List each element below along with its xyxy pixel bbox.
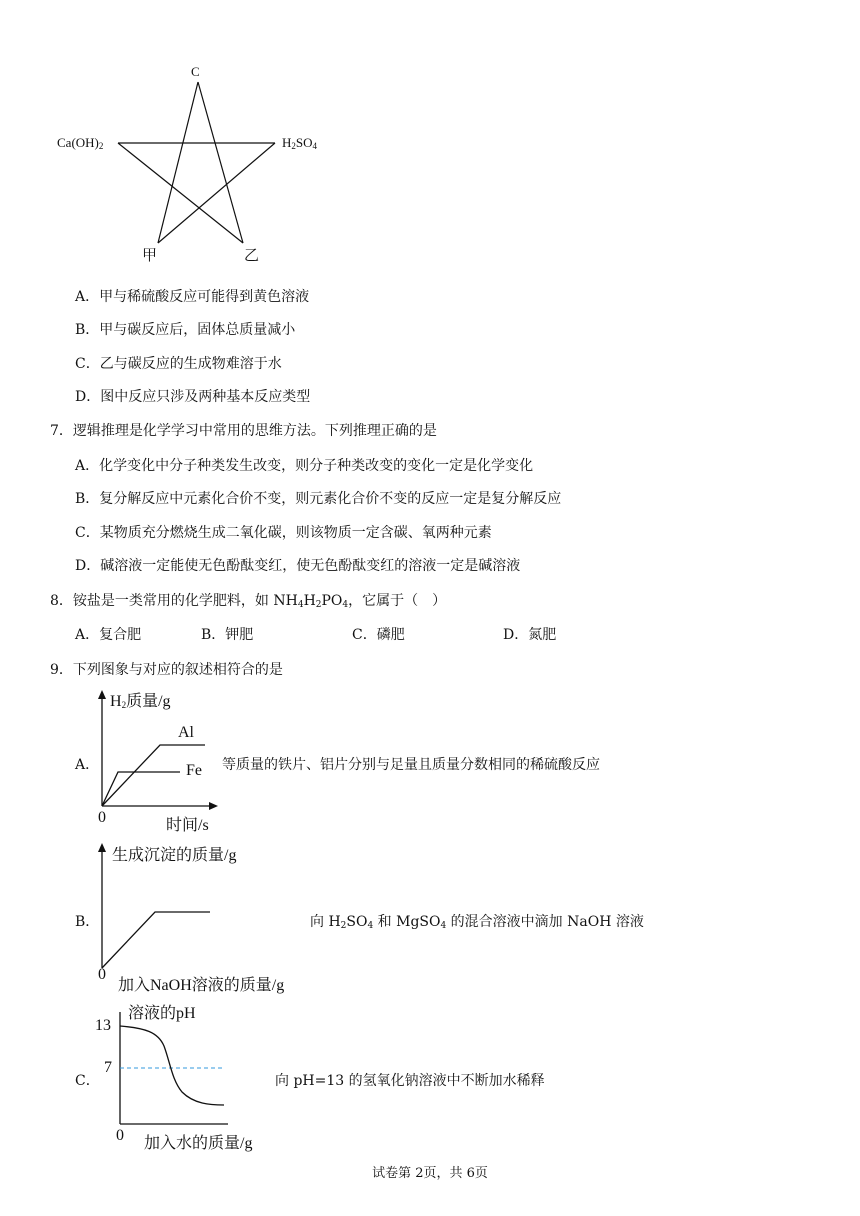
q7-option-a: A．化学变化中分子种类发生改变，则分子种类改变的变化一定是化学变化	[75, 458, 534, 474]
star-line-ca-yi	[118, 143, 243, 243]
star-node-yi: 乙	[244, 246, 260, 264]
q9-a-description: 等质量的铁片、铝片分别与足量且质量分数相同的稀硫酸反应	[222, 757, 600, 773]
q6-option-d: D．图中反应只涉及两种基本反应类型	[75, 389, 311, 405]
q6-option-b: B．甲与碳反应后，固体总质量减小	[75, 322, 296, 338]
q7-option-d: D．碱溶液一定能使无色酚酞变红，使无色酚酞变红的溶液一定是碱溶液	[75, 558, 521, 574]
q7-option-b: B．复分解反应中元素化合价不变，则元素化合价不变的反应一定是复分解反应	[75, 491, 562, 507]
q9-c-description: 向 pH=13 的氢氧化钠溶液中不断加水稀释	[275, 1073, 545, 1089]
q9-a-series-fe	[102, 772, 180, 806]
page-footer: 试卷第 2页，共 6页	[372, 1166, 488, 1181]
star-node-caoh2: $Ca(OH)_2$	[57, 135, 104, 151]
q9-b-description: 向 $H_2SO_4$ 和 MgSO$_4$ 的混合溶液中滴加 NaOH 溶液	[310, 914, 644, 931]
q9-b-ylabel: 生成沉淀的质量/g	[112, 847, 237, 864]
q9-a-series-label-al: Al	[178, 724, 194, 741]
q9-c-tick-7: 7	[104, 1059, 112, 1076]
q9-a-letter: A．	[75, 757, 100, 773]
q8-stem: 8．铵盐是一类常用的化学肥料，如 $NH_4H_2PO_4$，它属于（ ）	[50, 593, 447, 610]
star-line-c-jia	[158, 82, 198, 243]
star-node-jia: 甲	[142, 246, 158, 264]
q9-b-series	[102, 912, 210, 968]
q9-c-letter: C．	[75, 1073, 100, 1089]
q9-c-tick-13: 13	[95, 1017, 111, 1034]
q6-option-c: C．乙与碳反应的生成物难溶于水	[75, 356, 282, 372]
q9-stem: 9．下列图象与对应的叙述相符合的是	[50, 662, 283, 678]
q9-c-series	[120, 1026, 224, 1105]
q8-option-a: A．复合肥	[75, 627, 142, 643]
q8-option-b: B．钾肥	[201, 627, 254, 643]
star-node-c: C	[191, 64, 200, 79]
q9-c-xlabel: 加入水的质量/g	[144, 1135, 253, 1152]
q9-a-xlabel: 时间/s	[166, 817, 209, 834]
star-node-h2so4: $H_2SO_4$	[282, 135, 318, 151]
q9-b-xlabel: 加入NaOH溶液的质量/g	[118, 977, 285, 994]
q8-option-d: D．氮肥	[503, 627, 557, 643]
q9-a-series-label-fe: Fe	[186, 762, 202, 779]
q9-c-ylabel: 溶液的pH	[128, 1005, 196, 1022]
star-line-h2so4-jia	[158, 143, 275, 243]
q7-stem: 7．逻辑推理是化学学习中常用的思维方法。下列推理正确的是	[50, 423, 437, 439]
q9-a-origin: 0	[98, 809, 106, 826]
star-line-c-yi	[198, 82, 243, 243]
q9-b-origin: 0	[98, 966, 106, 983]
q7-option-c: C．某物质充分燃烧生成二氧化碳，则该物质一定含碳、氧两种元素	[75, 525, 492, 541]
q9-b-letter: B．	[75, 914, 100, 930]
q9-a-ylabel: $H_2$质量/g	[110, 693, 171, 710]
q6-option-a: A．甲与稀硫酸反应可能得到黄色溶液	[75, 289, 310, 305]
q8-option-c: C．磷肥	[352, 627, 405, 643]
star-diagram	[0, 0, 860, 280]
q9-c-origin: 0	[116, 1127, 124, 1144]
